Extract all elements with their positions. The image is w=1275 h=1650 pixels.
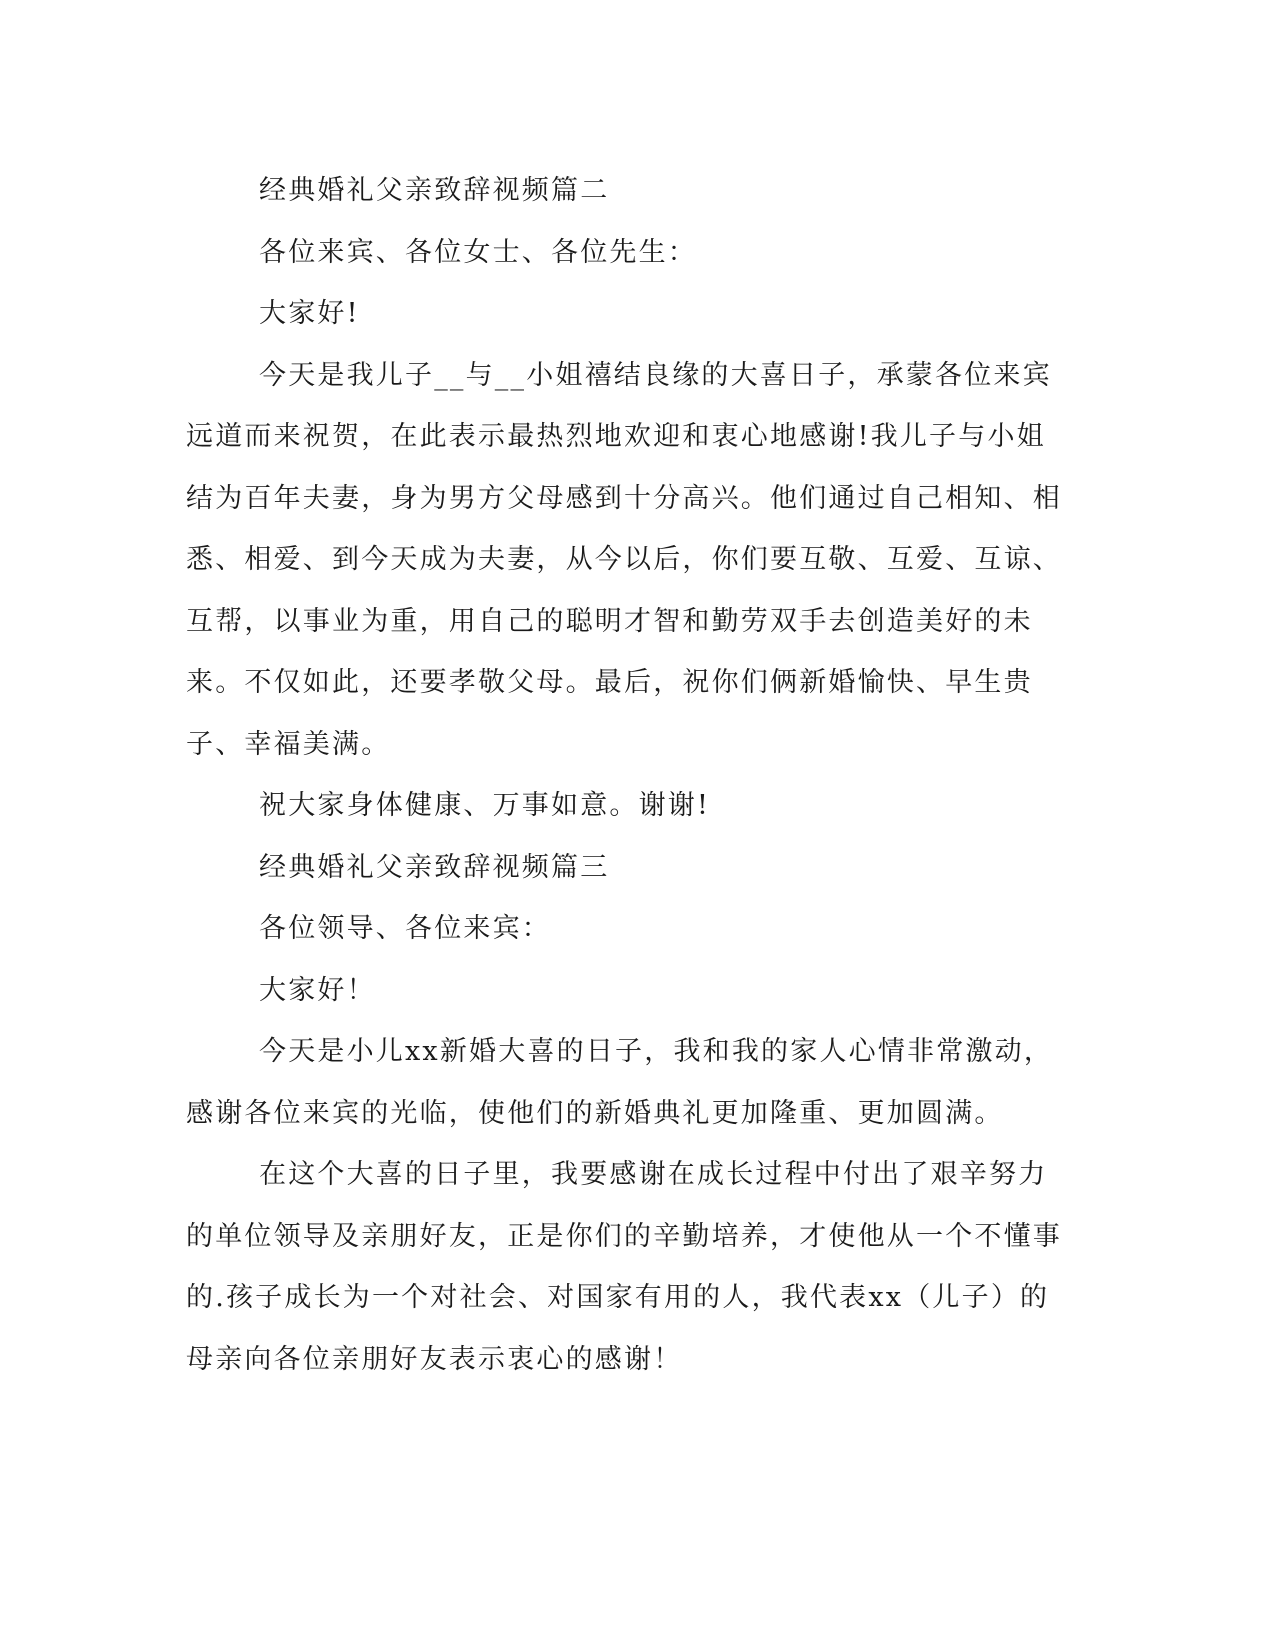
section-heading-2: 经典婚礼父亲致辞视频篇二 (259, 175, 610, 206)
salutation-3: 各位领导、各位来宾： (259, 913, 551, 944)
closing-2: 祝大家身体健康、万事如意。谢谢! (259, 790, 711, 821)
greeting-2: 大家好! (259, 298, 360, 329)
salutation-2: 各位来宾、各位女士、各位先生： (259, 236, 697, 268)
body-paragraph-3a: 今天是小儿xx新婚大喜的日子，我和我的家人心情非常激动，感谢各位来宾的光临，使他们的新婚典礼更加隆重、更加圆满。 (186, 1036, 1054, 1129)
document-content (186, 160, 1066, 1390)
greeting-3: 大家好！ (259, 974, 376, 1006)
body-paragraph-3b: 在这个大喜的日子里，我要感谢在成长过程中付出了艰辛努力的单位领导及亲朋好友，正是你们的辛勤培养，才使他从一个不懂事的.孩子成长为一个对社会、对国家有用的人，我代表xx（儿子）的母亲向各位亲朋好友表示衷心的感谢！ (186, 1159, 1062, 1375)
section-heading-3: 经典婚礼父亲致辞视频篇三 (259, 851, 610, 883)
body-paragraph-2: 今天是我儿子__与__小姐禧结良缘的大喜日子，承蒙各位来宾远道而来祝贺，在此表示最热烈地欢迎和衷心地感谢!我儿子与小姐结为百年夫妻，身为男方父母感到十分高兴。他们通过自己相知、相悉、相爱、到今天成为夫妻，从今以后，你们要互敬、互爱、互谅、互帮，以事业为重，用自己的聪明才智和勤劳双手去创造美好的未来。不仅如此，还要孝敬父母。最后，祝你们俩新婚愉快、早生贵子、幸福美满。 (186, 359, 1062, 760)
